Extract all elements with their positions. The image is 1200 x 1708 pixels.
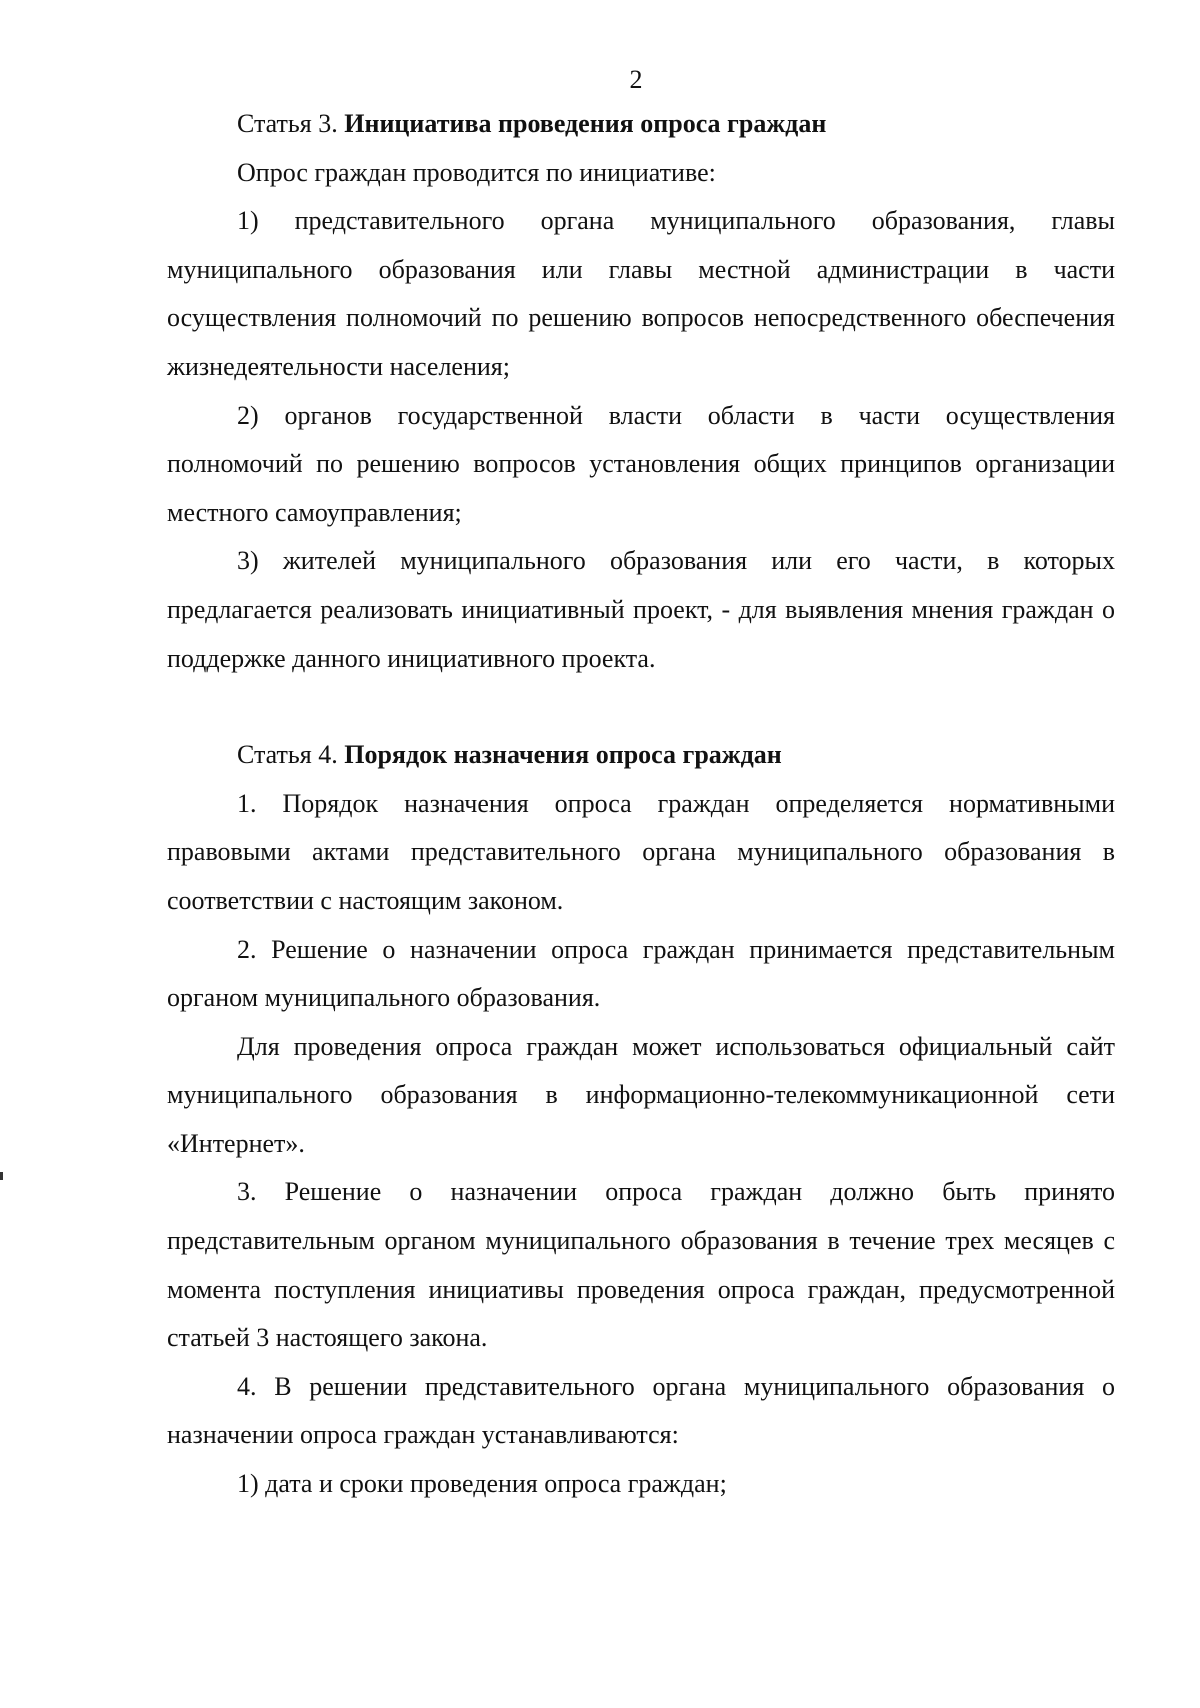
section-spacer xyxy=(167,683,1115,731)
article-4-paragraph-4: 4. В решении представительного органа муниципального образования о назначении опроса граждан устанавливаются: xyxy=(167,1371,1115,1450)
article-4-paragraph-2: 2. Решение о назначении опроса граждан принимается представительным органом муниципального образования. xyxy=(167,934,1115,1013)
article-4-paragraph-3: 3. Решение о назначении опроса граждан должно быть принято представительным органом муниципального образования в течение трех месяцев с момента поступления инициативы проведения опроса граждан, предусмотренной статьей 3 настоящего закона. xyxy=(167,1177,1115,1353)
article-3-intro: Опрос граждан проводится по инициативе: xyxy=(237,157,716,187)
article-4-paragraph-2-note: Для проведения опроса граждан может использоваться официальный сайт муниципального образования в информационно-телекоммуникационной сети «Интернет». xyxy=(167,1031,1115,1158)
article-4-paragraph-4-item-1: 1) дата и сроки проведения опроса граждан; xyxy=(237,1469,727,1499)
article-3-item-1: 1) представительного органа муниципального образования, главы муниципального образования или главы местной администрации в части осуществления полномочий по решению вопросов непосредственного обеспечения жизнедеятельности населения; xyxy=(167,206,1115,381)
article-3-item-2: 2) органов государственной власти области в части осуществления полномочий по решению вопросов установления общих принципов организации местного самоуправления; xyxy=(167,400,1115,527)
article-3-title: Инициатива проведения опроса граждан xyxy=(344,109,827,138)
page-number: 2 xyxy=(629,65,643,94)
article-4-paragraph-1: 1. Порядок назначения опроса граждан определяется нормативными правовыми актами представительного органа муниципального образования в соответствии с настоящим законом. xyxy=(167,788,1115,915)
document-body xyxy=(167,100,1115,1509)
article-3-prefix: Статья 3. xyxy=(237,109,345,138)
article-4-prefix: Статья 4. xyxy=(237,740,345,770)
article-4-title: Порядок назначения опроса граждан xyxy=(344,740,782,770)
scan-artifact xyxy=(0,1172,3,1180)
article-3-heading xyxy=(167,100,1115,149)
article-4-heading xyxy=(167,731,1115,780)
article-3-item-3: 3) жителей муниципального образования или его части, в которых предлагается реализовать инициативный проект, - для выявления мнения граждан о поддержке данного инициативного проекта. xyxy=(167,546,1115,673)
